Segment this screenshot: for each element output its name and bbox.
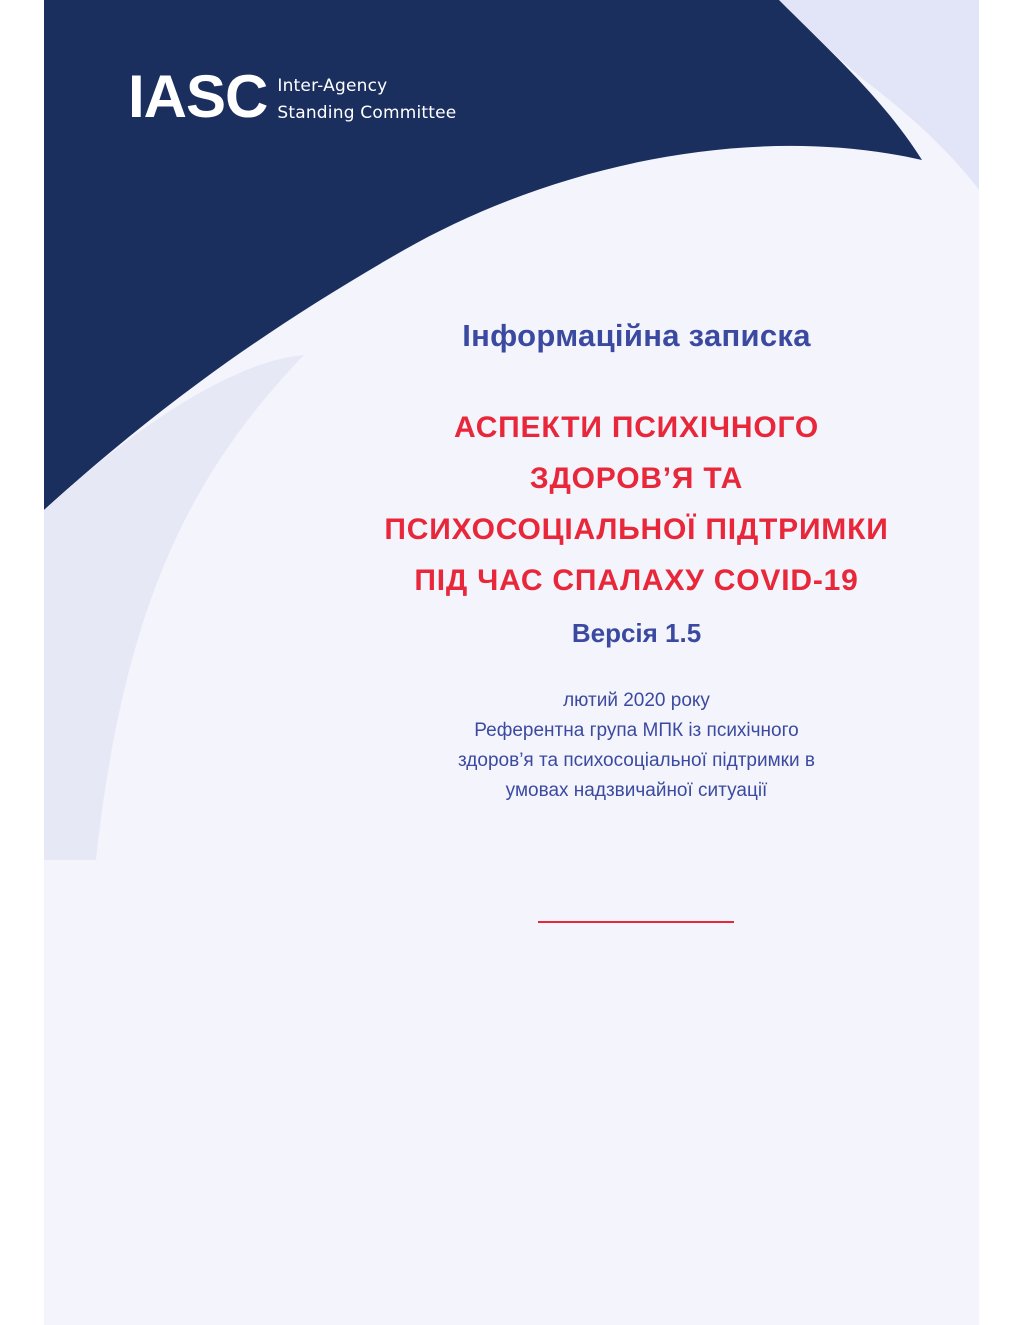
logo-mark: IASC <box>128 63 268 130</box>
document-page <box>44 0 979 1325</box>
logo-line-2: Standing Committee <box>277 103 457 123</box>
meta-author-line: умовах надзвичайної ситуації <box>505 780 768 801</box>
document-meta <box>319 686 954 806</box>
logo-text <box>277 73 456 127</box>
meta-author-line: здоров’я та психосоціальної підтримки в <box>458 750 815 771</box>
red-divider <box>538 921 734 923</box>
document-version: Версія 1.5 <box>571 618 702 648</box>
title-line: ПСИХОСОЦІАЛЬНОЇ ПІДТРИМКИ <box>384 513 889 546</box>
document-subtitle: Інформаційна записка <box>462 318 811 353</box>
meta-date: лютий 2020 року <box>563 690 710 711</box>
cover-background <box>44 0 979 1325</box>
title-line: ЗДОРОВ’Я ТА <box>529 462 744 495</box>
title-line: ПІД ЧАС СПАЛАХУ COVID-19 <box>414 564 859 597</box>
meta-author-line: Референтна група МПК із психічного <box>474 720 799 741</box>
document-title <box>309 402 964 606</box>
title-line: АСПЕКТИ ПСИХІЧНОГО <box>454 411 819 444</box>
iasc-logo <box>128 62 456 132</box>
logo-line-1: Inter-Agency <box>277 76 388 96</box>
